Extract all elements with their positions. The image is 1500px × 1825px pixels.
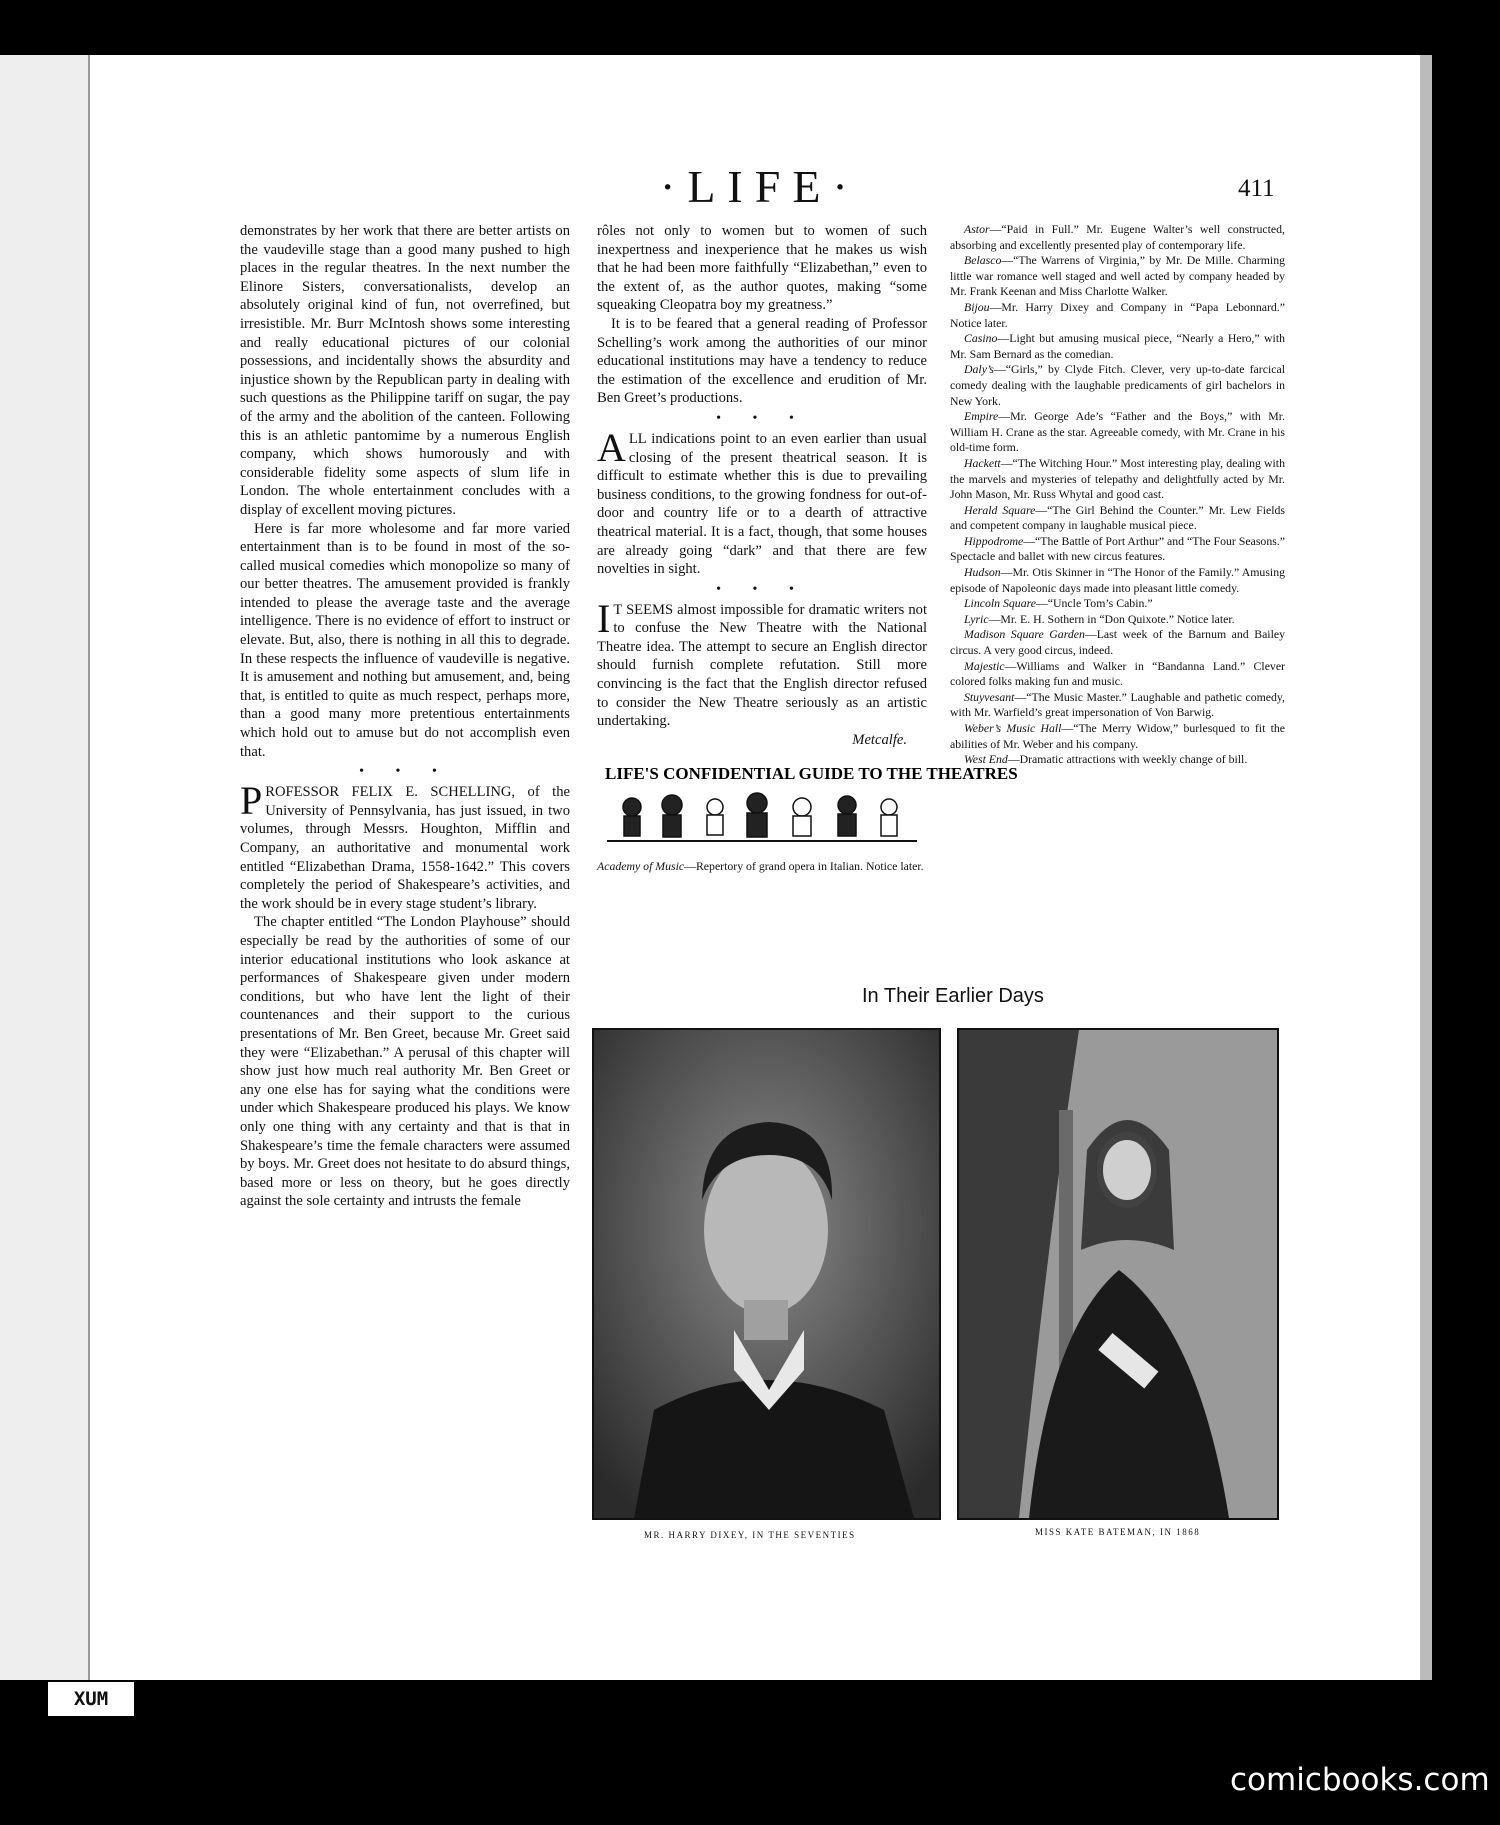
- paragraph: [597, 424, 927, 579]
- listing-venue: Empire: [964, 409, 999, 424]
- portrait-illustration: [959, 1030, 1277, 1518]
- guide-listing: [597, 859, 927, 875]
- listing-text: —Last week of the Barnum and Bailey circus. A very good circus, indeed.: [950, 627, 1285, 658]
- listing-text: —Mr. E. H. Sothern in “Don Quixote.” Notice later.: [988, 611, 1235, 626]
- listing-text: —“Girls,” by Clyde Fitch. Clever, very up-to-date farcical comedy dealing with the laughable predicaments of girl bachelors in New York.: [950, 362, 1285, 408]
- guide-listing: [950, 456, 1285, 503]
- paragraph-text: T SEEMS almost impossible for dramatic writers not to confuse the New Theatre with the National Theatre idea. The attempt to secure an English director should furnish complete refutation. Still more convincing is the fact that the English director refused to consider the New Theatre seriously as an artistic undertaking.: [597, 601, 927, 730]
- masthead: ·LIFE·: [660, 161, 860, 212]
- photo-section-heading: In Their Earlier Days: [862, 985, 1044, 1007]
- guide-listing: [950, 534, 1285, 565]
- guide-listing: [950, 752, 1285, 768]
- listing-venue: Bijou: [964, 299, 990, 314]
- paragraph-text: LL indications point to an even earlier than usual closing of the present theatrical season. It is difficult to estimate whether this is due to prevailing business conditions, to the growing fondness for out-of-door and country life or to a dearth of attractive theatrical material. It is a fact, though, that some houses are already going “dark” and that there are few novelties in sight.: [597, 430, 927, 578]
- listing-venue: Herald Square: [964, 502, 1036, 517]
- guide-logo-title: LIFE'S CONFIDENTIAL GUIDE TO THE THEATRES: [605, 764, 1018, 784]
- listing-venue: Astor: [964, 222, 990, 236]
- paragraph: [240, 778, 570, 913]
- listing-venue: Stuyvesant: [964, 689, 1015, 704]
- listing-text: —“The Warrens of Virginia,” by Mr. De Mille. Charming little war romance well staged and well acted by company headed by Mr. Frank Keenan and Miss Charlotte Walker.: [950, 253, 1285, 299]
- listing-text: —“The Music Master.” Laughable and pathetic comedy, with Mr. Warfield’s great impersonation of Von Barwig.: [950, 689, 1285, 720]
- listing-text: —Mr. Otis Skinner in “The Honor of the Family.” Amusing episode of Napoleonic days made into pleasant little comedy.: [950, 565, 1285, 595]
- page-number: 411: [1238, 175, 1275, 202]
- paragraph: demonstrates by her work that there are better artists on the vaudeville stage than a good many pushed to high places in the regular theatres. In the next number the Elinore Sisters, conversationalists, develop an absolutely original kind of fun, not overrefined, but irresistible. Mr. Burr McIntosh shows some interesting and really educational pictures of our colonial possessions, and incidentally shows the absurdity and injustice shown by the Republican party in dealing with such questions as the Philippine tariff on sugar, the pay of the army and the abolition of the canteen. Following this is an athletic pantomime by a numerous English company, which shows humorously and with considerable fidelity some aspects of slum life in London. The whole entertainment concludes with a display of excellent moving pictures.: [240, 223, 570, 518]
- listing-venue: Weber’s Music Hall: [964, 721, 1062, 735]
- listing-text: —Mr. George Ade’s “Father and the Boys,” with Mr. William H. Crane as the star. Agreeable comedy, with Mr. Crane in his old-time form.: [950, 409, 1285, 455]
- guide-listing: [950, 300, 1285, 331]
- listing-text: —“Uncle Tom’s Cabin.”: [1035, 596, 1153, 611]
- author-signature: Metcalfe.: [852, 731, 907, 748]
- listing-venue: Hippodrome: [964, 533, 1024, 548]
- listing-venue: Casino: [964, 331, 998, 346]
- listing-venue: Madison Square Garden: [964, 627, 1085, 642]
- listing-text: —“The Battle of Port Arthur” and “The Four Seasons.” Spectacle and ballet with new circus features.: [950, 533, 1285, 564]
- listing-venue: Lincoln Square: [964, 596, 1036, 611]
- listing-text: —Repertory of grand opera in Italian. Notice later.: [684, 859, 924, 874]
- listing-text: —“Paid in Full.” Mr. Eugene Walter’s well constructed, absorbing and excellently presented play of contemporary life.: [950, 222, 1285, 252]
- guide-listing: [950, 565, 1285, 596]
- listing-venue: Majestic: [964, 658, 1005, 673]
- paragraph: It is to be feared that a general reading of Professor Schelling’s work among the authorities of our minor educational institutions may have a tendency to reduce the estimation of the excellence and erudition of Mr. Ben Greet’s productions.: [597, 315, 927, 407]
- paragraph: Here is far more wholesome and far more varied entertainment than is to be found in most of the so-called musical comedies which monopolize so many of our better theatres. The amusement provided is frankly intended to please the average taste and the average intelligence. There is no evidence of effort to instruct or elevate. But, also, there is nothing in all this to degrade. In these respects the influence of vaudeville is negative. It is amusement and nothing but amusement, and, being that, is entitled to quite as much respect, perhaps more, than a good many more pretentious entertainments which hold out to amuse but do not accomplish even that.: [240, 520, 570, 760]
- guide-listing: [950, 627, 1285, 658]
- page-edge-shadow: [1420, 55, 1432, 1680]
- listing-venue: Daly’s: [964, 362, 994, 377]
- portrait-photo-harry-dixey: [592, 1028, 941, 1520]
- listing-text: —“The Girl Behind the Counter.” Mr. Lew Fields and competent company in laughable musical piece.: [950, 502, 1285, 533]
- listing-venue: Hudson: [964, 565, 1001, 580]
- guide-listing: [950, 612, 1285, 628]
- paragraph: The chapter entitled “The London Playhouse” should especially be read by the authorities of some of our interior educational institutions who look askance at performances of Shakespeare given under modern conditions, but who have lent the light of their countenances and their support to the curious presentations of Mr. Ben Greet, because Mr. Greet said they were “Elizabethan.” A perusal of this chapter will show just how much real authority Mr. Ben Greet or any one else has for saying what the conditions were under which Shakespeare produced his plays. We know only one thing with any certainty and that is that in Shakespeare’s time the female characters were assumed by boys. Mr. Greet does not hesitate to do absurd things, based more or less on theory, but he goes directly against the sole certainty and intrusts the female: [240, 914, 570, 1210]
- theatre-guide-listings: [950, 222, 1285, 768]
- listing-text: —Dramatic attractions with weekly change of bill.: [1007, 752, 1248, 767]
- drop-cap: A: [597, 424, 626, 470]
- guide-listing: [950, 721, 1285, 752]
- paragraph: [597, 595, 927, 731]
- listing-venue: Lyric: [964, 611, 989, 626]
- guide-listing: [950, 659, 1285, 690]
- drop-cap: P: [240, 778, 263, 824]
- drop-cap: I: [597, 595, 611, 641]
- photo-caption: MISS KATE BATEMAN, IN 1868: [1035, 1527, 1201, 1537]
- listing-venue: Belasco: [964, 253, 1002, 268]
- listing-venue: West End: [964, 752, 1008, 767]
- column-1: [240, 222, 570, 1211]
- listing-venue: Academy of Music: [597, 859, 685, 874]
- site-watermark: comicbooks.com: [1230, 1762, 1490, 1798]
- portrait-illustration: [594, 1030, 939, 1518]
- listing-text: —Light but amusing musical piece, “Nearly a Hero,” with Mr. Sam Bernard as the comedian.: [950, 331, 1285, 361]
- guide-listing: [950, 503, 1285, 534]
- listing-text: —“The Witching Hour.” Most interesting play, dealing with the marvels and mysteries of telepathy and delightfully acted by Mr. John Mason, Mr. Russ Whytal and good cast.: [950, 455, 1285, 502]
- guide-listing: [950, 253, 1285, 300]
- paragraph: rôles not only to women but to women of such inexpertness and inexperience that he makes us wish that he had been more faithfully “Elizabethan,” even to the extent of, as the author quotes, making “some squeaking Cleopatra boy my greatness.”: [597, 223, 927, 314]
- listing-text: —Williams and Walker in “Bandanna Land.” Clever colored folks making fun and music.: [950, 658, 1285, 689]
- guide-listing: [950, 362, 1285, 409]
- listing-text: —Mr. Harry Dixey and Company in “Papa Lebonnard.” Notice later.: [950, 299, 1285, 330]
- guide-listing: [950, 690, 1285, 721]
- guide-listing: [950, 331, 1285, 362]
- previous-page-edge: [0, 55, 90, 1680]
- portrait-photo-kate-bateman: [957, 1028, 1279, 1520]
- reel-tag: XUM: [48, 1682, 134, 1716]
- guide-listing: [950, 596, 1285, 612]
- paragraph-text: ROFESSOR FELIX E. SCHELLING, of the University of Pennsylvania, has just issued, in two volumes, through Messrs. Houghton, Mifflin and Company, an authoritative and monumental work entitled “Elizabethan Drama, 1558-1642.” This covers completely the period of Shakespeare’s activities, and the work should be in every stage student’s library.: [240, 784, 570, 912]
- listing-venue: Hackett: [964, 455, 1001, 470]
- guide-listing: [950, 409, 1285, 456]
- section-divider: • • •: [716, 410, 808, 426]
- section-divider: • • •: [359, 764, 451, 780]
- photo-caption: MR. HARRY DIXEY, IN THE SEVENTIES: [644, 1530, 856, 1540]
- guide-listing: [950, 222, 1285, 253]
- listing-text: —“The Merry Widow,” burlesqued to fit the abilities of Mr. Weber and his company.: [950, 721, 1285, 751]
- section-divider: • • •: [716, 581, 808, 597]
